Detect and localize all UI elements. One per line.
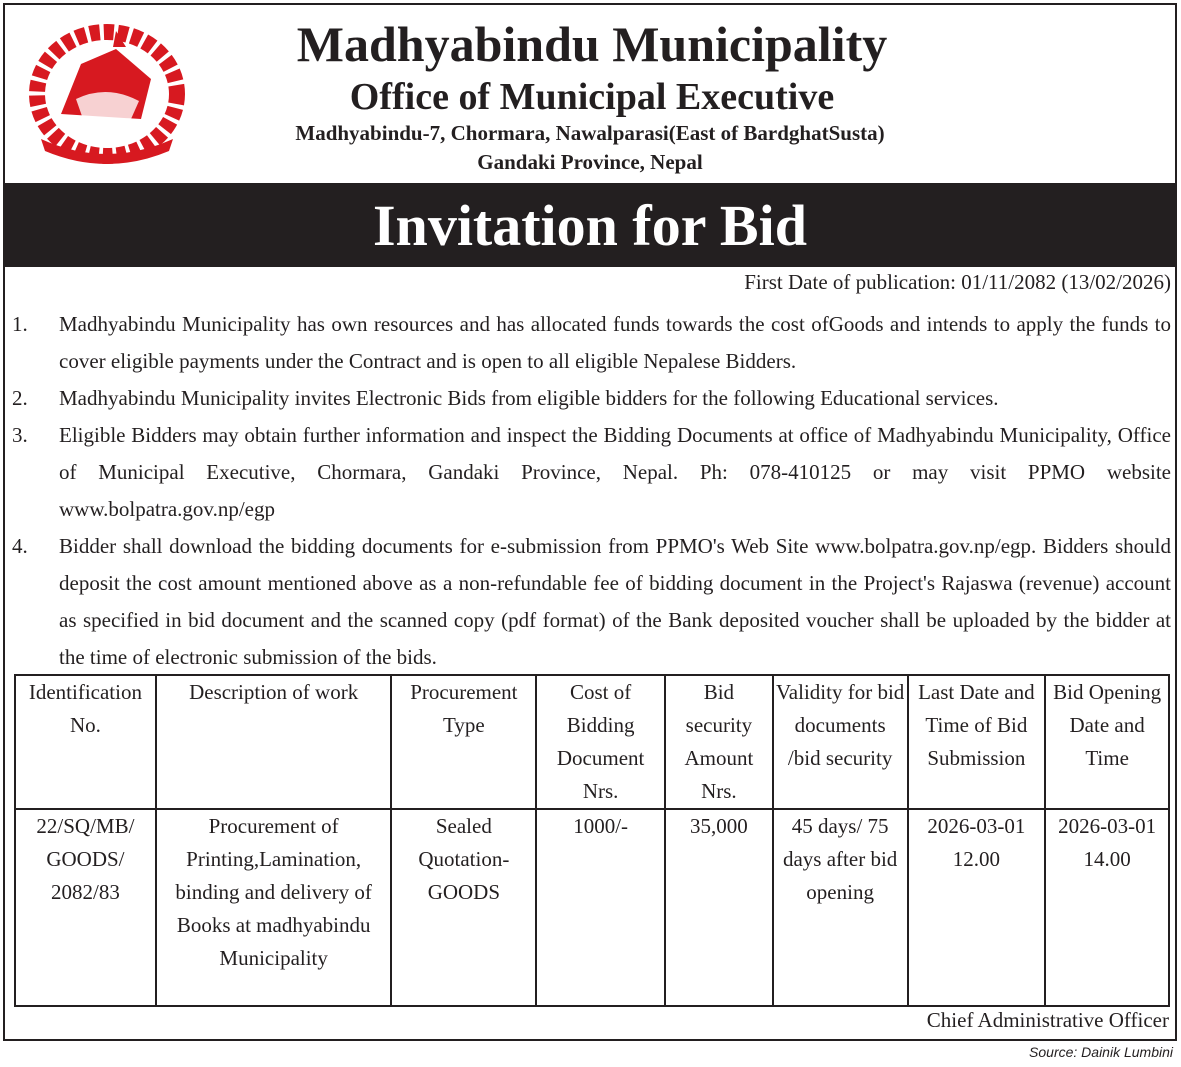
bid-table xyxy=(14,674,1170,1007)
office-title: Office of Municipal Executive xyxy=(349,76,835,118)
header xyxy=(5,5,1175,183)
list-item xyxy=(12,306,1171,380)
table-row xyxy=(15,809,1169,1006)
item-number: 1. xyxy=(12,312,28,336)
header-description: Description of work xyxy=(156,675,392,809)
cell-identification: 22/SQ/MB/ GOODS/ 2082/83 xyxy=(15,809,156,1006)
item-number: 3. xyxy=(12,423,28,447)
list-item xyxy=(12,528,1171,676)
notice-banner: Invitation for Bid xyxy=(5,183,1175,267)
signatory: Chief Administrative Officer xyxy=(926,1008,1169,1032)
province: Gandaki Province, Nepal xyxy=(477,150,703,174)
header-bid-security: Bid security Amount Nrs. xyxy=(665,675,773,809)
item-text: Eligible Bidders may obtain further information and inspect the Bidding Documents at office of Madhyabindu Municipality, Office of Municipal Executive, Chormara, Gandaki Province, Nepal. Ph: 078-410125 or may visit PPMO website www.bolpatra.gov.np/egp xyxy=(59,423,1171,521)
cell-description: Procurement of Printing,Lamination, binding and delivery of Books at madhyabindu Municipality xyxy=(156,809,392,1006)
cell-opening-date: 2026-03-01 14.00 xyxy=(1045,809,1169,1006)
item-text: Madhyabindu Municipality invites Electronic Bids from eligible bidders for the following Educational services. xyxy=(59,386,999,410)
cell-cost: 1000/- xyxy=(536,809,665,1006)
cell-procurement-type: Sealed Quotation- GOODS xyxy=(391,809,536,1006)
header-procurement-type: Procurement Type xyxy=(391,675,536,809)
item-number: 2. xyxy=(12,386,28,410)
table-header-row xyxy=(15,675,1169,809)
cell-bid-security: 35,000 xyxy=(665,809,773,1006)
cell-last-date: 2026-03-01 12.00 xyxy=(908,809,1046,1006)
header-last-date: Last Date and Time of Bid Submission xyxy=(908,675,1046,809)
publication-date: First Date of publication: 01/11/2082 (13/02/2026) xyxy=(744,270,1171,294)
cell-validity: 45 days/ 75 days after bid opening xyxy=(773,809,908,1006)
header-validity: Validity for bid documents /bid security xyxy=(773,675,908,809)
header-opening-date: Bid Opening Date and Time xyxy=(1045,675,1169,809)
address: Madhyabindu-7, Chormara, Nawalparasi(East of BardghatSusta) xyxy=(295,121,885,145)
notice-items xyxy=(12,306,1171,676)
item-number: 4. xyxy=(12,534,28,558)
municipality-title: Madhyabindu Municipality xyxy=(296,16,888,72)
header-identification: Identification No. xyxy=(15,675,156,809)
list-item xyxy=(12,417,1171,528)
item-text: Madhyabindu Municipality has own resources and has allocated funds towards the cost ofGoods and intends to apply the funds to cover eligible payments under the Contract and is open to all eligible Nepalese Bidders. xyxy=(59,312,1171,373)
header-cost: Cost of Bidding Document Nrs. xyxy=(536,675,665,809)
list-item xyxy=(12,380,1171,417)
source-credit: Source: Dainik Lumbini xyxy=(1029,1044,1173,1060)
item-text: Bidder shall download the bidding documents for e-submission from PPMO's Web Site www.bolpatra.gov.np/egp. Bidders should deposit the cost amount mentioned above as a non-refundable fee of bidding document in the Project's Rajaswa (revenue) account as specified in bid document and the scanned copy (pdf format) of the Bank deposited voucher shall be uploaded by the bidder at the time of electronic submission of the bids. xyxy=(59,534,1171,669)
